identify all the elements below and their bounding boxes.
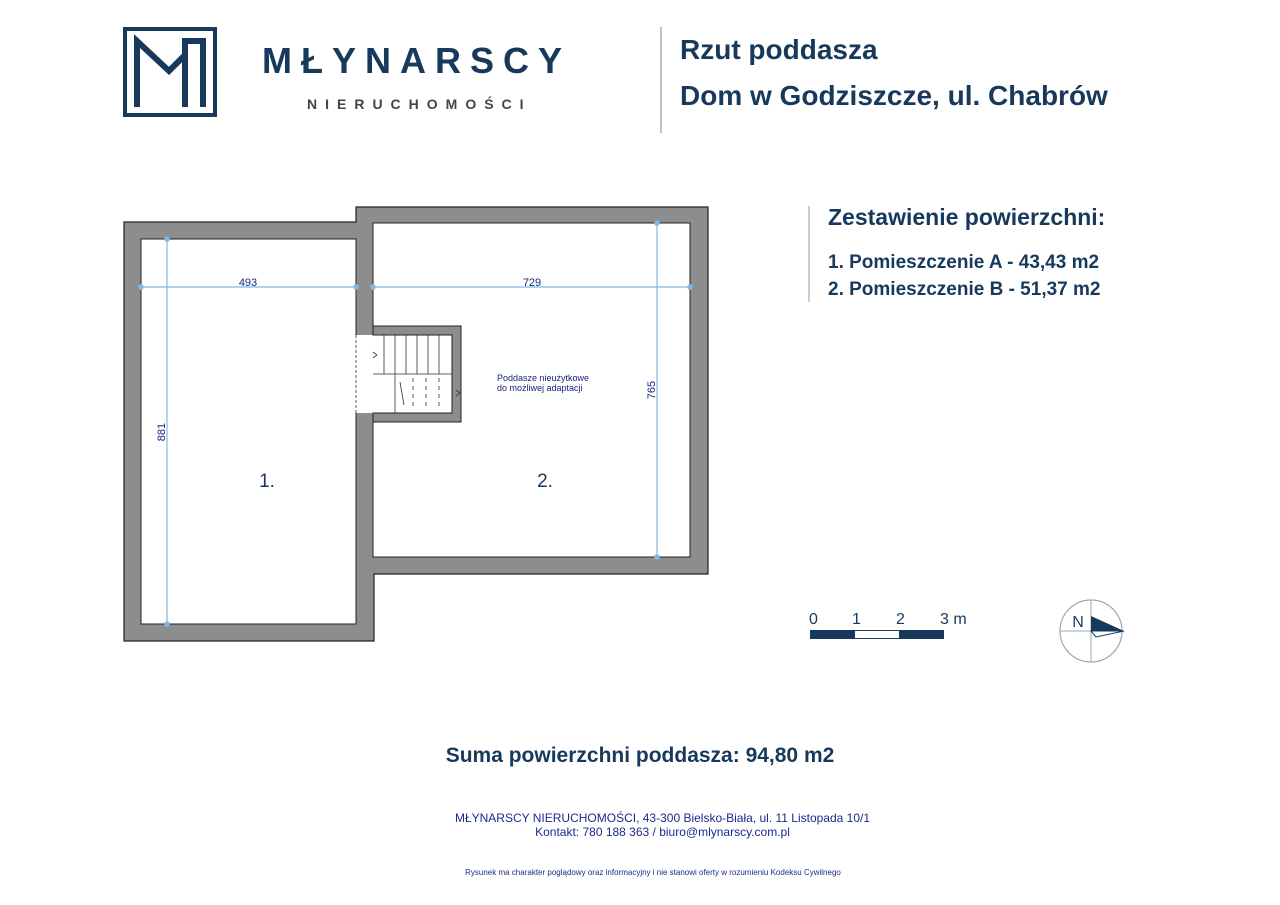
summary-heading: Zestawienie powierzchni:: [828, 204, 1106, 230]
footer-disclaimer: Rysunek ma charakter poglądowy oraz informacyjny i nie stanowi oferty w rozumieniu Kodeksu Cywilnego: [465, 868, 841, 877]
summary-row-room-b: 2. Pomieszczenie B - 51,37 m2: [828, 279, 1101, 300]
scale-segment-3: [899, 631, 943, 638]
page-subtitle: Dom w Godziszcze, ul. Chabrów: [680, 80, 1108, 111]
page-title: Rzut poddasza: [680, 34, 878, 65]
summary-row-room-a: 1. Pomieszczenie A - 43,43 m2: [828, 252, 1100, 273]
scale-segment-2: [855, 631, 899, 638]
plan-note-line1: Poddasze nieużytkowe: [497, 373, 590, 383]
footer-contact: Kontakt: 780 188 363 / biuro@mlynarscy.com.pl: [535, 825, 790, 839]
compass-label: N: [1072, 614, 1084, 631]
dim-room1-height: 881: [156, 422, 168, 442]
dim-room1-width: 493: [238, 277, 258, 289]
scale-label-3: 3 m: [940, 611, 967, 628]
brand-name: MŁYNARSCY: [262, 40, 572, 81]
total-area: Suma powierzchni poddasza: 94,80 m2: [445, 744, 835, 767]
dim-room2-height: 765: [646, 380, 658, 400]
room-1-label: 1.: [259, 471, 275, 492]
scale-label-0: 0: [809, 611, 818, 628]
scale-segment-1: [811, 631, 855, 638]
footer-company: MŁYNARSCY NIERUCHOMOŚCI, 43-300 Bielsko-Biała, ul. 11 Listopada 10/1: [454, 811, 871, 825]
scale-label-1: 1: [852, 611, 861, 628]
compass-icon: [1060, 600, 1124, 662]
plan-note-line2: do możliwej adaptacji: [497, 383, 583, 393]
room-2-label: 2.: [537, 471, 553, 492]
room-1-interior: [141, 239, 356, 624]
scale-bar: [810, 630, 944, 639]
dim-room2-width: 729: [522, 277, 542, 289]
scale-label-2: 2: [896, 611, 905, 628]
brand-subtitle: NIERUCHOMOŚCI: [307, 96, 532, 112]
stair-opening: [355, 335, 374, 413]
